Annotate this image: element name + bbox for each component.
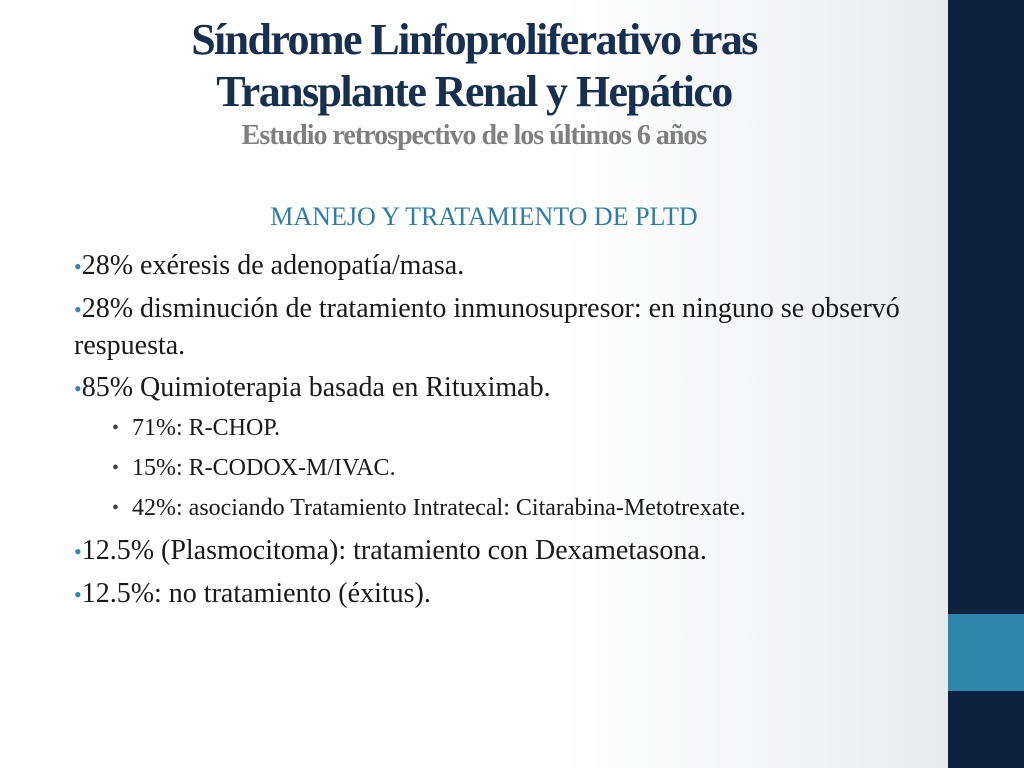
sub-bullet-item: [74, 493, 934, 523]
bullet-dot-icon: •: [74, 582, 82, 607]
right-accent-block: [948, 614, 1024, 691]
bullet-item: [74, 248, 934, 285]
bullet-text: 12.5% (Plasmocitoma): tratamiento con Dexametasona.: [81, 535, 707, 566]
bullet-text: 12.5%: no tratamiento (éxitus).: [81, 578, 431, 609]
bullet-item: [74, 291, 934, 364]
title-block: [0, 14, 948, 152]
bullet-text: 85% Quimioterapia basada en Rituximab.: [81, 372, 551, 403]
bullet-text: 28% exéresis de adenopatía/masa.: [81, 250, 465, 281]
sub-bullet-text: 15%: R-CODOX-M/IVAC.: [132, 455, 396, 481]
sub-bullet-dot-icon: •: [112, 497, 120, 519]
bullet-dot-icon: •: [74, 297, 82, 322]
sub-bullet-dot-icon: •: [112, 457, 120, 479]
sub-bullet-item: [74, 453, 934, 483]
slide-title-line-1: Síndrome Linfoproliferativo tras: [191, 15, 757, 64]
bullet-dot-icon: •: [74, 539, 82, 564]
bullet-item: [74, 533, 934, 570]
bullet-item: [74, 576, 934, 613]
sub-bullet-dot-icon: •: [112, 417, 120, 439]
sub-bullet-text: 71%: R-CHOP.: [132, 415, 281, 441]
bullet-item: [74, 370, 934, 407]
bullet-text: 28% disminución de tratamiento inmunosupresor: en ninguno se observó respuesta.: [74, 293, 900, 361]
slide-subtitle: Estudio retrospectivo de los últimos 6 años: [241, 120, 707, 151]
bullet-dot-icon: •: [74, 254, 82, 279]
bullet-list: [74, 248, 934, 619]
right-accent-bar: [948, 0, 1024, 768]
sub-bullet-item: [74, 413, 934, 443]
sub-bullet-list: [74, 413, 934, 523]
section-heading: MANEJO Y TRATAMIENTO DE PLTD: [270, 202, 698, 231]
slide-title-line-2: Transplante Renal y Hepático: [216, 67, 732, 116]
bullet-dot-icon: •: [74, 376, 82, 401]
sub-bullet-text: 42%: asociando Tratamiento Intratecal: Citarabina-Metotrexate.: [132, 495, 746, 521]
